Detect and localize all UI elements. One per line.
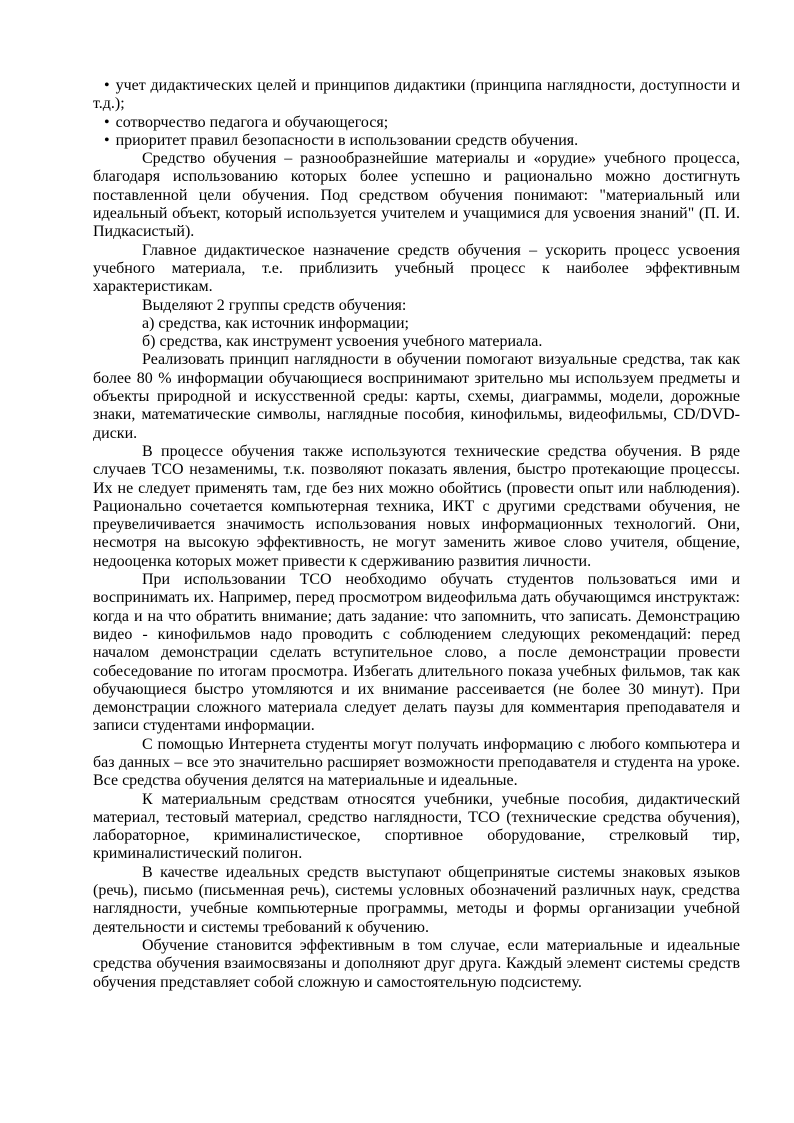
bullet-item: [93, 114, 740, 132]
bullet-item: [93, 132, 740, 150]
paragraph-ideal-means: В качестве идеальных средств выступают общепринятые системы знаковых языков (речь), письмо (письменная речь), системы условных обозначений различных наук, средства наглядности, учебные компьютерные программы, методы и формы организации учебной деятельности и системы требований к обучению.: [93, 863, 740, 936]
bullet-item-text: сотворчество педагога и обучающегося;: [115, 113, 389, 131]
bullet-item-text: приоритет правил безопасности в использовании средств обучения.: [115, 131, 579, 149]
bullet-icon: •: [104, 113, 110, 131]
bullet-icon: •: [104, 131, 110, 149]
paragraph-tso-usage: При использовании ТСО необходимо обучать студентов пользоваться ими и воспринимать их. Например, перед просмотром видеофильма дать обучающимся инструктаж: когда и на что обратить внимание; дать задание: что запомнить, что записать. Демонстрацию видео - кинофильмов надо проводить с соблюдением следующих рекомендаций: перед началом демонстрации сделать вступительное слово, а после демонстрации провести собеседование по итогам просмотра. Избегать длительного показа учебных фильмов, так как обучающиеся быстро утомляются и их внимание рассеивается (не более 30 минут). При демонстрации сложного материала следует делать паузы для комментария преподавателя и записи студентами информации.: [93, 571, 740, 735]
paragraph-internet: С помощью Интернета студенты могут получать информацию с любого компьютера и баз данных – все это значительно расширяет возможности преподавателя и студента на уроке. Все средства обучения делятся на материальные и идеальные.: [93, 735, 740, 790]
list-item-a: а) средства, как источник информации;: [142, 314, 409, 332]
bullet-icon: •: [104, 77, 110, 94]
paragraph-two-groups-intro: Выделяют 2 группы средств обучения:: [142, 296, 407, 314]
bullet-item: [93, 77, 740, 114]
paragraph-visual-means: Реализовать принцип наглядности в обучении помогают визуальные средства, так как более 80 % информации обучающиеся воспринимают зрительно мы используем предметы и объекты природной и искусственной среды: карты, схемы, диаграммы, модели, дорожные знаки, математические символы, наглядные пособия, кинофильмы, видеофильмы, CD/DVD-диски.: [93, 351, 740, 442]
paragraph-technical-means: В процессе обучения также используются технические средства обучения. В ряде случаев ТСО незаменимы, т.к. позволяют показать явления, быстро протекающие процессы. Их не следует применять там, где без них можно обойтись (провести опыт или наблюдения). Рационально сочетается компьютерная техника, ИКТ с другими средствами обучения, не преувеличивается значимость использования новых информационных технологий. Они, несмотря на высокую эффективность, не могут заменить живое слово учителя, общение, недооценка которых может привести к сдерживанию развития личности.: [93, 442, 740, 570]
paragraph-material-means: К материальным средствам относятся учебники, учебные пособия, дидактический материал, тестовый материал, средство наглядности, ТСО (технические средства обучения), лабораторное, криминалистическое, спортивное оборудование, стрелковый тир, криминалистический полигон.: [93, 790, 740, 863]
list-item-b: б) средства, как инструмент усвоения учебного материала.: [142, 333, 543, 351]
bullet-item-text: учет дидактических целей и принципов дидактики (принципа наглядности, доступности и т.д.);: [93, 77, 740, 113]
paragraph-didactic-purpose: Главное дидактическое назначение средств обучения – ускорить процесс усвоения учебного материала, т.е. приблизить учебный процесс к наиболее эффективным характеристикам.: [93, 241, 740, 296]
document-text-body: [93, 77, 740, 992]
paragraph-definition-sredstvo: Средство обучения – разнообразнейшие материалы и «орудие» учебного процесса, благодаря использованию которых более успешно и рационально можно достигнуть поставленной цели обучения. Под средством обучения понимают: "материальный или идеальный объект, который используется учителем и учащимися для усвоения знаний" (П. И. Пидкасистый).: [93, 150, 740, 241]
paragraph-conclusion: Обучение становится эффективным в том случае, если материальные и идеальные средства обучения взаимосвязаны и дополняют друг друга. Каждый элемент системы средств обучения представляет собой сложную и самостоятельную подсистему.: [93, 936, 740, 991]
